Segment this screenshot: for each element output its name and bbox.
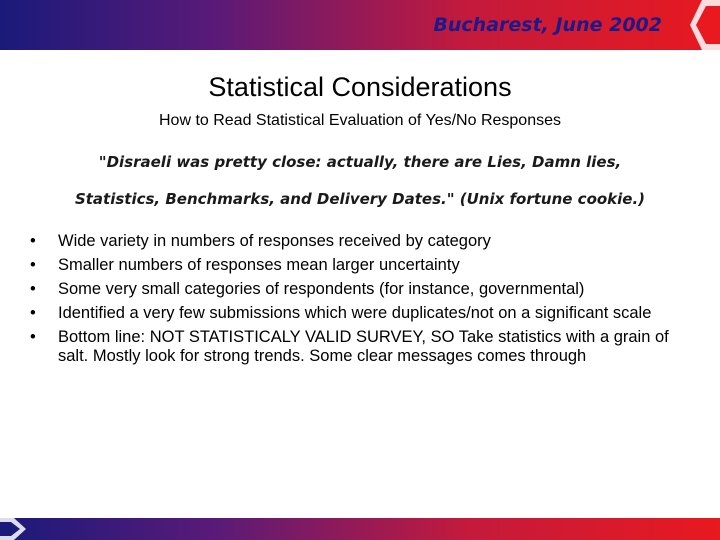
arrow-chevron-icon	[680, 0, 720, 50]
slide-title: Statistical Considerations	[208, 72, 512, 102]
bullet-text: Identified a very few submissions which were duplicates/not on a significant scale	[58, 304, 652, 322]
bullet-list	[30, 232, 700, 371]
bullet-item	[30, 280, 700, 299]
bullet-item	[30, 256, 700, 275]
bullet-dot: •	[30, 280, 36, 298]
bottom-banner	[0, 518, 720, 540]
bullet-dot: •	[30, 304, 36, 322]
bullet-dot: •	[30, 256, 36, 274]
bullet-item	[30, 304, 700, 323]
slide-subtitle: How to Read Statistical Evaluation of Yes/No Responses	[158, 112, 561, 129]
bullet-item	[30, 328, 700, 366]
bullet-text: Smaller numbers of responses mean larger uncertainty	[58, 256, 460, 274]
bullet-item	[30, 232, 700, 251]
quote-line-2: Statistics, Benchmarks, and Delivery Dates." (Unix fortune cookie.)	[74, 190, 646, 208]
bullet-text: Some very small categories of respondents (for instance, governmental)	[58, 280, 585, 298]
bullet-text: Bottom line: NOT STATISTICALY VALID SURVEY, SO Take statistics with a grain of salt. Mostly look for strong trends. Some clear messages comes through	[58, 328, 669, 365]
quote-line-1: "Disraeli was pretty close: actually, there are Lies, Damn lies,	[98, 153, 622, 171]
banner-location-date: Bucharest, June 2002	[433, 14, 662, 36]
bullet-text: Wide variety in numbers of responses received by category	[58, 232, 491, 250]
top-banner	[0, 0, 720, 50]
arrow-right-icon	[0, 518, 36, 540]
bullet-dot: •	[30, 328, 36, 346]
bullet-dot: •	[30, 232, 36, 250]
